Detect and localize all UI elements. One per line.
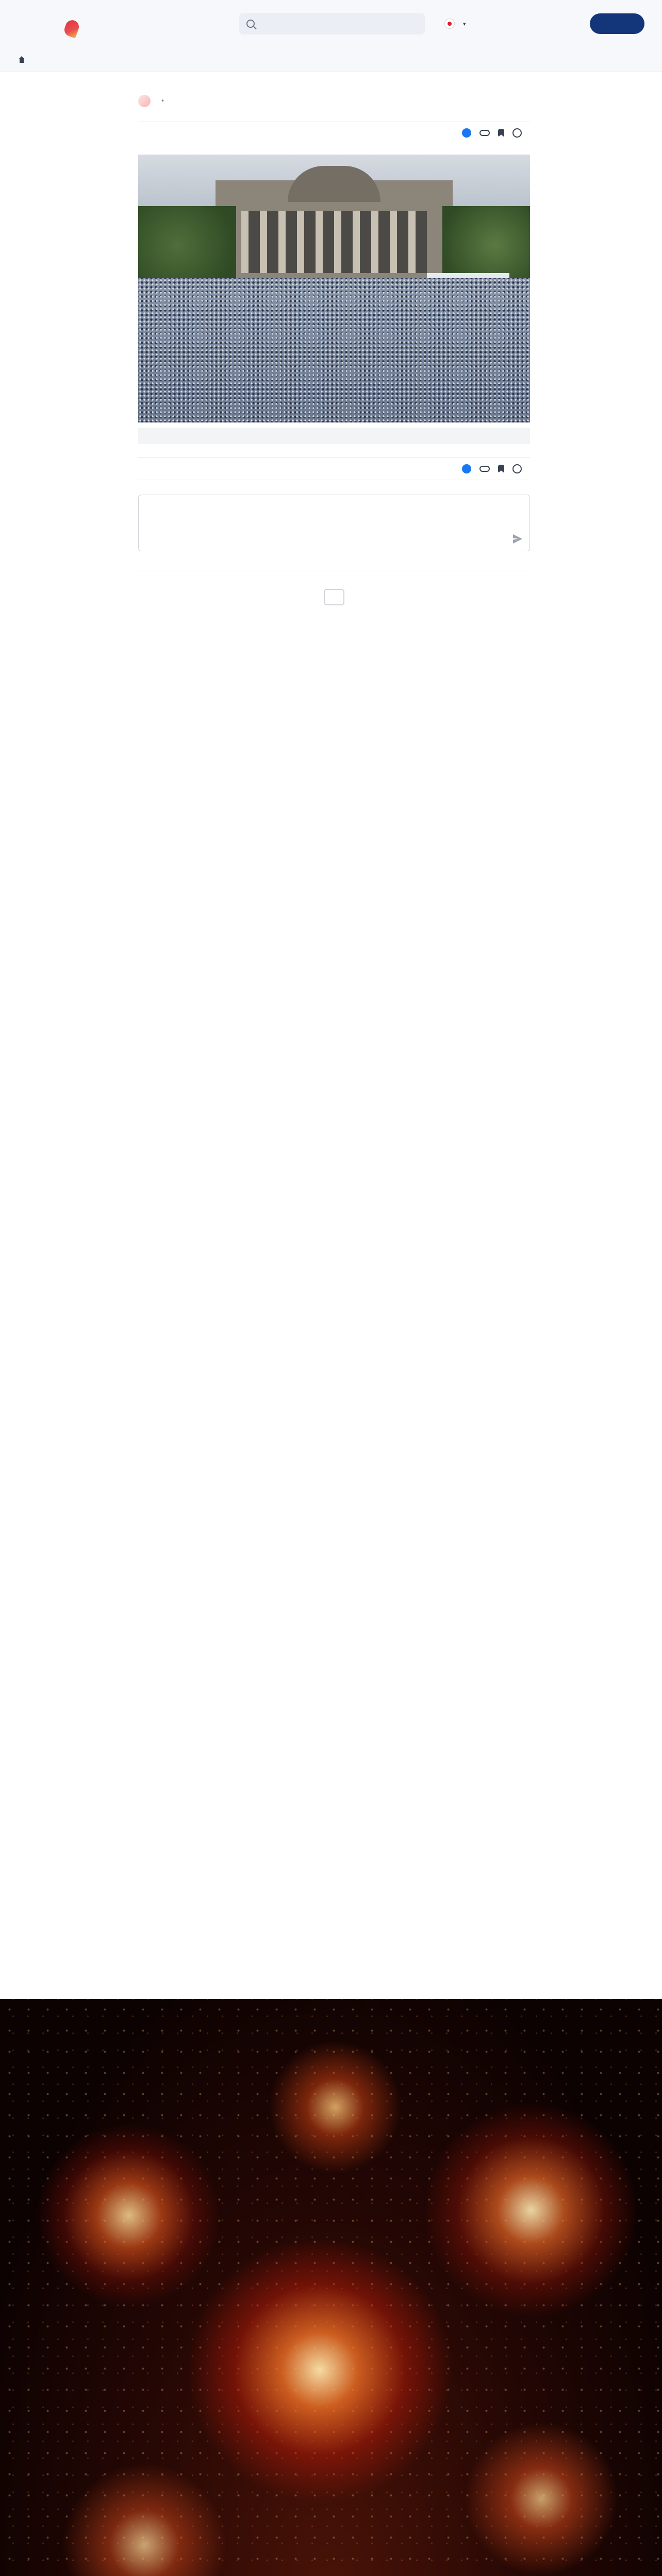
comment-tabs [138, 561, 530, 570]
facebook-icon[interactable] [462, 464, 471, 473]
bookmark-icon[interactable] [498, 465, 504, 473]
comment-icon[interactable] [512, 464, 522, 473]
bookmark-icon[interactable] [498, 129, 504, 137]
comments-empty [138, 589, 530, 605]
author-avatar[interactable] [138, 95, 151, 107]
fireworks-photo [0, 1999, 662, 2576]
article-photo[interactable] [138, 155, 530, 422]
main-navigation [0, 47, 662, 72]
link-icon[interactable] [479, 466, 490, 472]
article-meta [138, 95, 530, 107]
photo-columns [241, 211, 427, 273]
share-icons [462, 128, 530, 138]
site-logo[interactable] [18, 23, 95, 25]
firework-burst [268, 2040, 402, 2174]
link-icon[interactable] [479, 130, 490, 136]
search-input[interactable] [260, 19, 409, 28]
top-bar [0, 0, 662, 47]
search-icon[interactable] [246, 20, 255, 28]
japan-flag-icon [444, 19, 455, 29]
firework-burst [36, 2123, 222, 2308]
image-caption [138, 428, 530, 444]
search-box[interactable] [239, 13, 425, 35]
firework-burst [186, 2236, 454, 2504]
firework-burst [423, 2102, 639, 2318]
send-icon[interactable] [513, 534, 522, 544]
comment-input[interactable] [138, 495, 530, 551]
empty-box-icon [324, 589, 344, 605]
facebook-icon[interactable] [462, 128, 471, 138]
article [138, 87, 530, 605]
share-bar-bottom [138, 457, 530, 480]
share-icons-bottom [462, 464, 530, 473]
separator: • [161, 97, 165, 105]
home-icon[interactable] [18, 56, 26, 63]
share-bar-top [138, 122, 530, 144]
comment-icon[interactable] [512, 128, 522, 138]
photo-crowd [138, 278, 530, 422]
chevron-down-icon: ▾ [463, 20, 466, 27]
login-button[interactable] [590, 13, 644, 34]
language-selector[interactable] [444, 19, 466, 29]
firework-burst [464, 2421, 619, 2576]
